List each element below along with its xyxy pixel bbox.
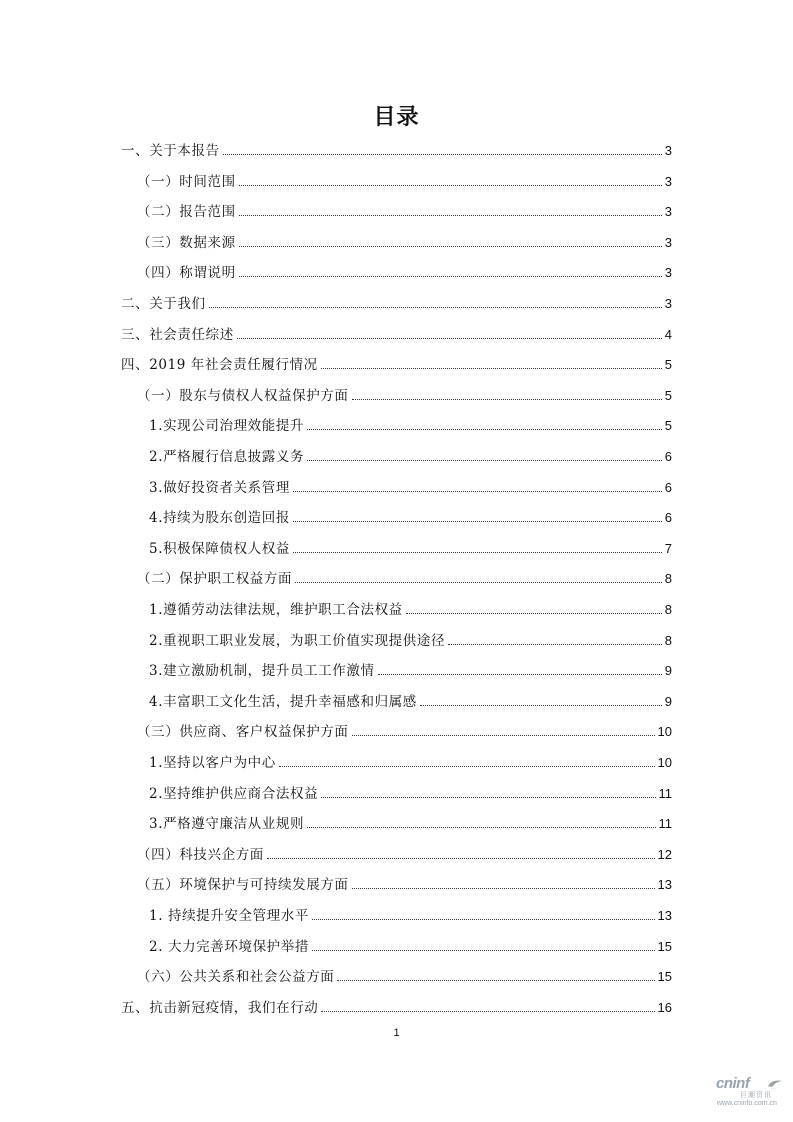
toc-entry[interactable] [121,324,672,344]
toc-entry-page: 11 [658,785,672,801]
toc-entry-label: 一、关于本报告 [121,143,220,159]
toc-entry-label: （四）称谓说明 [137,265,236,282]
toc-dot-leader [337,980,654,981]
toc-dot-leader [293,552,662,553]
toc-entry[interactable] [149,538,672,558]
toc-dot-leader [293,491,662,492]
toc-dot-leader [378,674,662,675]
toc-dot-leader [406,613,662,614]
toc-entry-label: 1.实现公司治理效能提升 [149,418,305,435]
toc-entry[interactable] [137,262,672,282]
toc-entry-label: 二、关于我们 [121,296,206,312]
toc-entry-page: 3 [664,173,672,189]
toc-entry[interactable] [121,140,672,160]
watermark-brand: cninf [716,1075,750,1092]
toc-entry[interactable] [137,171,672,191]
toc-entry-label: 2. 大力完善环境保护举措 [149,938,309,955]
toc-dot-leader [321,368,662,369]
toc-entry[interactable] [137,568,672,588]
toc-dot-leader [307,429,662,430]
toc-entry-label: （五）环境保护与可持续发展方面 [137,877,349,894]
toc-entry-page: 3 [664,204,672,220]
toc-dot-leader [352,888,655,889]
toc-entry-label: 5.积极保障债权人权益 [149,540,290,557]
toc-entry-label: 1. 持续提升安全管理水平 [149,908,309,924]
toc-entry[interactable] [149,691,672,711]
toc-entry[interactable] [149,813,672,833]
toc-entry-label: 3.严格遵守廉洁从业规则 [149,816,305,833]
toc-dot-leader [321,797,655,798]
toc-entry[interactable] [149,507,672,527]
toc-entry[interactable] [149,660,672,680]
toc-dot-leader [239,185,662,186]
toc-dot-leader [239,246,662,247]
toc-entry[interactable] [149,630,672,650]
toc-dot-leader [312,950,655,951]
toc-dot-leader [237,338,662,339]
toc-entry-page: 3 [664,234,672,250]
cninfo-swirl-icon [766,1077,784,1091]
toc-dot-leader [352,399,662,400]
toc-entry-label: 五、抗击新冠疫情，我们在行动 [121,999,319,1016]
toc-entry-page: 3 [664,296,672,311]
toc-entry[interactable] [149,783,672,803]
toc-dot-leader [223,154,662,155]
toc-entry-page: 10 [657,724,672,740]
toc-entry[interactable] [149,752,672,772]
toc-entry[interactable] [149,936,672,956]
toc-entry[interactable] [137,721,672,741]
toc-entry-page: 8 [664,632,672,648]
toc-entry-label: 4.丰富职工文化生活，提升幸福感和归属感 [149,693,417,710]
toc-dot-leader [448,644,662,645]
toc-entry-page: 6 [664,479,672,495]
toc-dot-leader [239,276,662,277]
toc-dot-leader [267,858,655,859]
toc-entry-page: 15 [657,969,672,985]
toc-entry-label: （三）数据来源 [137,234,236,251]
toc-entry-label: 2.重视职工职业发展，为职工价值实现提供途径 [149,632,446,649]
toc-entry[interactable] [121,997,672,1017]
cninfo-watermark-logo [716,1075,786,1115]
toc-dot-leader [307,827,655,828]
toc-entry-label: 3.做好投资者关系管理 [149,479,290,496]
toc-entry-page: 8 [664,602,672,617]
toc-entry-page: 12 [657,846,672,862]
toc-entry[interactable] [121,354,672,374]
toc-dot-leader [293,521,662,522]
toc-entry[interactable] [137,844,672,864]
toc-dot-leader [239,215,662,216]
toc-entry-label: 三、社会责任综述 [121,326,234,343]
toc-entry-page: 3 [664,143,672,158]
toc-entry-label: （二）保护职工权益方面 [137,571,293,588]
toc-entry-label: 四、2019 年社会责任履行情况 [121,357,318,374]
toc-entry-page: 7 [664,540,672,556]
toc-entry[interactable] [149,446,672,466]
toc-entry[interactable] [149,415,672,435]
toc-entry[interactable] [149,599,672,619]
toc-entry-page: 3 [664,265,672,281]
toc-entry-page: 8 [664,571,672,587]
toc-entry-label: 4.持续为股东创造回报 [149,510,290,527]
toc-entry-page: 4 [664,326,672,342]
toc-entry-page: 5 [664,357,672,373]
toc-entry-label: （三）供应商、客户权益保护方面 [137,724,349,741]
toc-entry-label: （二）报告范围 [137,204,236,221]
toc-dot-leader [420,705,662,706]
toc-dot-leader [295,582,662,583]
toc-entry-page: 10 [657,755,672,770]
toc-entry-page: 9 [664,693,672,709]
toc-entry[interactable] [137,385,672,405]
toc-entry-page: 11 [658,816,672,832]
watermark-brand-cn: 巨潮资讯 [740,1092,772,1099]
toc-entry-page: 16 [657,999,672,1015]
toc-entry-label: 3.建立激励机制，提升员工工作激情 [149,663,375,680]
toc-dot-leader [312,919,655,920]
toc-dot-leader [321,1011,654,1012]
toc-entry-page: 5 [664,387,672,403]
toc-entry-page: 6 [664,510,672,526]
toc-entry[interactable] [137,966,672,986]
toc-entry[interactable] [137,874,672,894]
toc-entry-page: 6 [664,449,672,464]
toc-entry-page: 13 [657,877,672,893]
toc-entry-label: （六）公共关系和社会公益方面 [137,969,335,986]
toc-entry[interactable] [149,905,672,925]
toc-entry[interactable] [137,201,672,221]
toc-entry-label: （一）时间范围 [137,173,236,190]
toc-dot-leader [279,766,655,767]
toc-entry-page: 5 [664,418,672,434]
toc-entry-label: 1.遵循劳动法律法规，维护职工合法权益 [149,602,403,618]
toc-entry-page: 9 [664,663,672,679]
toc-dot-leader [209,307,662,308]
toc-entry-label: （四）科技兴企方面 [137,846,264,863]
toc-entry-label: 1.坚持以客户为中心 [149,755,276,771]
watermark-site: www.cninfo.com.cn [717,1100,777,1107]
toc-dot-leader [352,735,655,736]
toc-dot-leader [307,460,662,461]
toc-entry-label: （一）股东与债权人权益保护方面 [137,387,349,404]
toc-entry-label: 2.坚持维护供应商合法权益 [149,785,319,802]
toc-entry[interactable] [149,477,672,497]
toc-entry[interactable] [121,293,672,313]
toc-entry-page: 13 [657,908,672,923]
toc-entry-page: 15 [657,938,672,954]
toc-title: 目录 [373,105,420,130]
toc-entry-label: 2.严格履行信息披露义务 [149,449,305,465]
toc-entry[interactable] [137,232,672,252]
page-number: 1 [393,1027,400,1039]
